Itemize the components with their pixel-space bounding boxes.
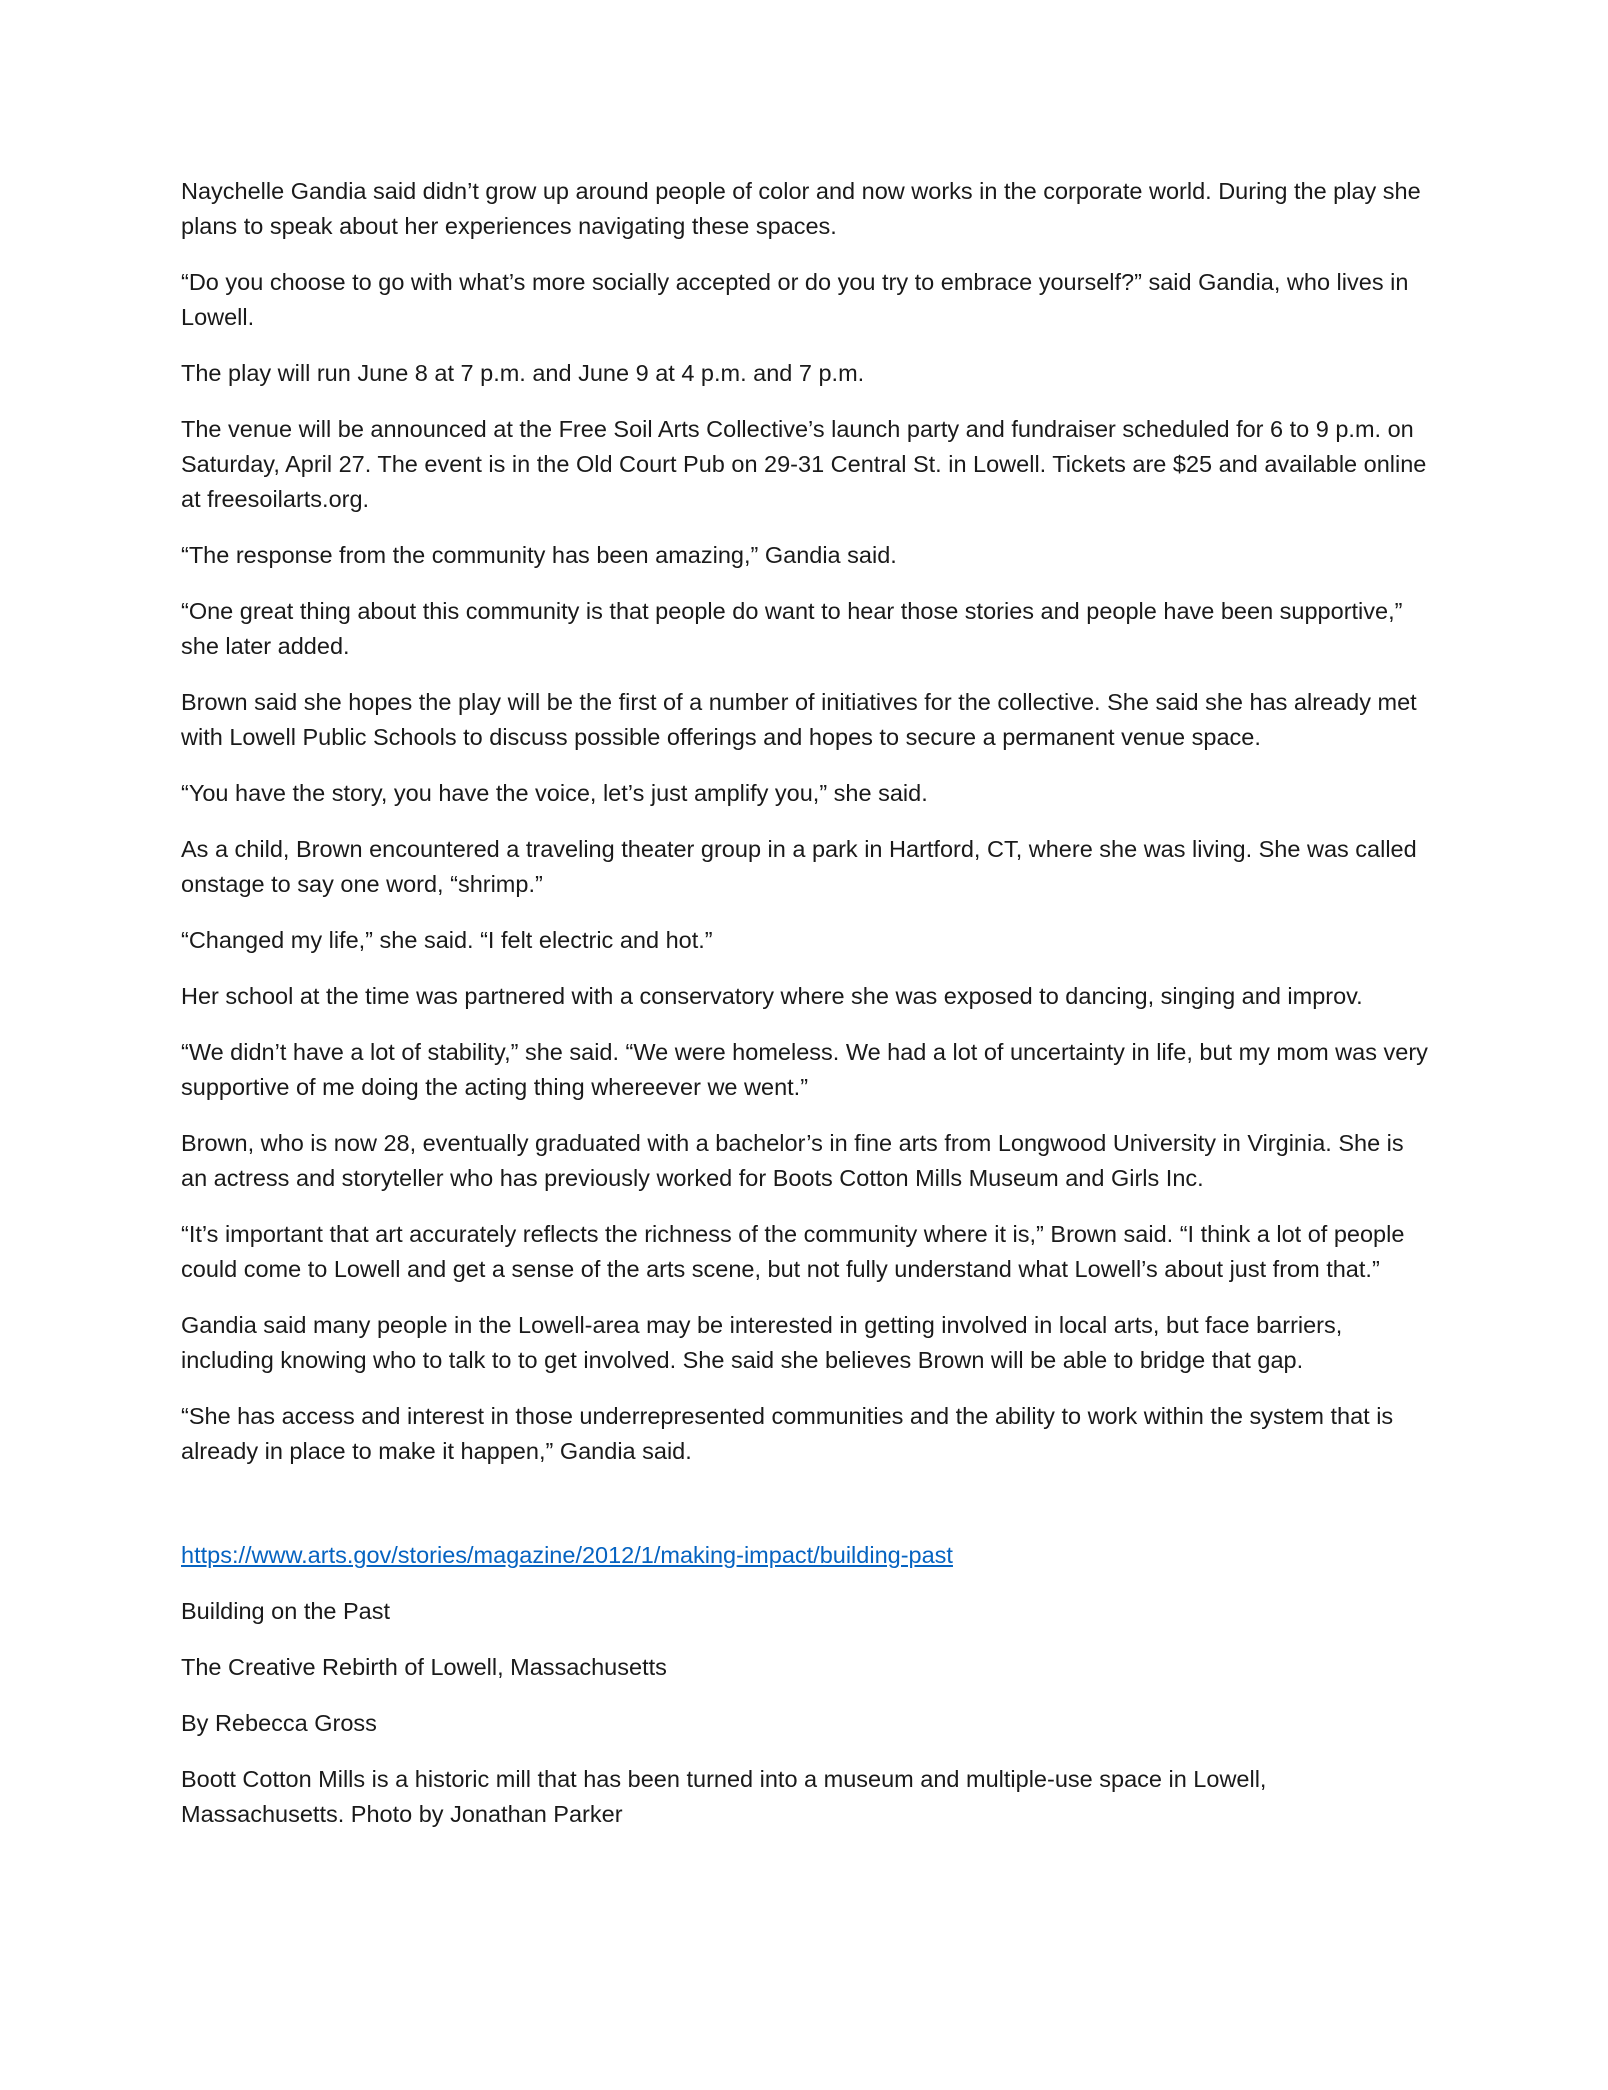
paragraph: Brown said she hopes the play will be the first of a number of initiatives for the collective. She said she has already met with Lowell Public Schools to discuss possible offerings and hopes to secure a permanent venue space. [181, 689, 1417, 750]
paragraph: Naychelle Gandia said didn’t grow up around people of color and now works in the corporate world. During the play she plans to speak about her experiences navigating these spaces. [181, 178, 1421, 239]
paragraph: “Changed my life,” she said. “I felt electric and hot.” [181, 927, 713, 953]
paragraph: Gandia said many people in the Lowell-area may be interested in getting involved in local arts, but face barriers, including knowing who to talk to to get involved. She said she believes Brown will be able to bridge that gap. [181, 1312, 1343, 1373]
paragraph: The venue will be announced at the Free Soil Arts Collective’s launch party and fundraiser scheduled for 6 to 9 p.m. on Saturday, April 27. The event is in the Old Court Pub on 29-31 Central St. in Lowell. Tickets are $25 and available online at freesoilarts.org. [181, 416, 1427, 512]
reference-subtitle: The Creative Rebirth of Lowell, Massachusetts [181, 1654, 667, 1680]
paragraph: “Do you choose to go with what’s more socially accepted or do you try to embrace yourself?” said Gandia, who lives in Lowell. [181, 269, 1409, 330]
document-body [181, 174, 1431, 1853]
paragraph: Her school at the time was partnered with a conservatory where she was exposed to dancing, singing and improv. [181, 983, 1363, 1009]
section-gap [181, 1490, 1431, 1538]
paragraph: The play will run June 8 at 7 p.m. and June 9 at 4 p.m. and 7 p.m. [181, 360, 865, 386]
paragraph: “It’s important that art accurately reflects the richness of the community where it is,” Brown said. “I think a lot of people could come to Lowell and get a sense of the arts scene, but not fully understand what Lowell’s about just from that.” [181, 1221, 1405, 1282]
paragraph: Brown, who is now 28, eventually graduated with a bachelor’s in fine arts from Longwood University in Virginia. She is an actress and storyteller who has previously worked for Boots Cotton Mills Museum and Girls Inc. [181, 1130, 1404, 1191]
paragraph: “The response from the community has been amazing,” Gandia said. [181, 542, 897, 568]
paragraph: “She has access and interest in those underrepresented communities and the ability to work within the system that is already in place to make it happen,” Gandia said. [181, 1403, 1394, 1464]
paragraph: “We didn’t have a lot of stability,” she said. “We were homeless. We had a lot of uncertainty in life, but my mom was very supportive of me doing the acting thing whereever we went.” [181, 1039, 1428, 1100]
paragraph: “You have the story, you have the voice, let’s just amplify you,” she said. [181, 780, 928, 806]
reference-title: Building on the Past [181, 1598, 391, 1624]
photo-caption: Boott Cotton Mills is a historic mill that has been turned into a museum and multiple-use space in Lowell, Massachusetts. Photo by Jonathan Parker [181, 1766, 1267, 1827]
paragraph: As a child, Brown encountered a traveling theater group in a park in Hartford, CT, where she was living. She was called onstage to say one word, “shrimp.” [181, 836, 1417, 897]
source-link[interactable]: https://www.arts.gov/stories/magazine/2012/1/making-impact/building-past [181, 1542, 953, 1568]
reference-byline: By Rebecca Gross [181, 1710, 377, 1736]
paragraph: “One great thing about this community is that people do want to hear those stories and people have been supportive,” she later added. [181, 598, 1403, 659]
